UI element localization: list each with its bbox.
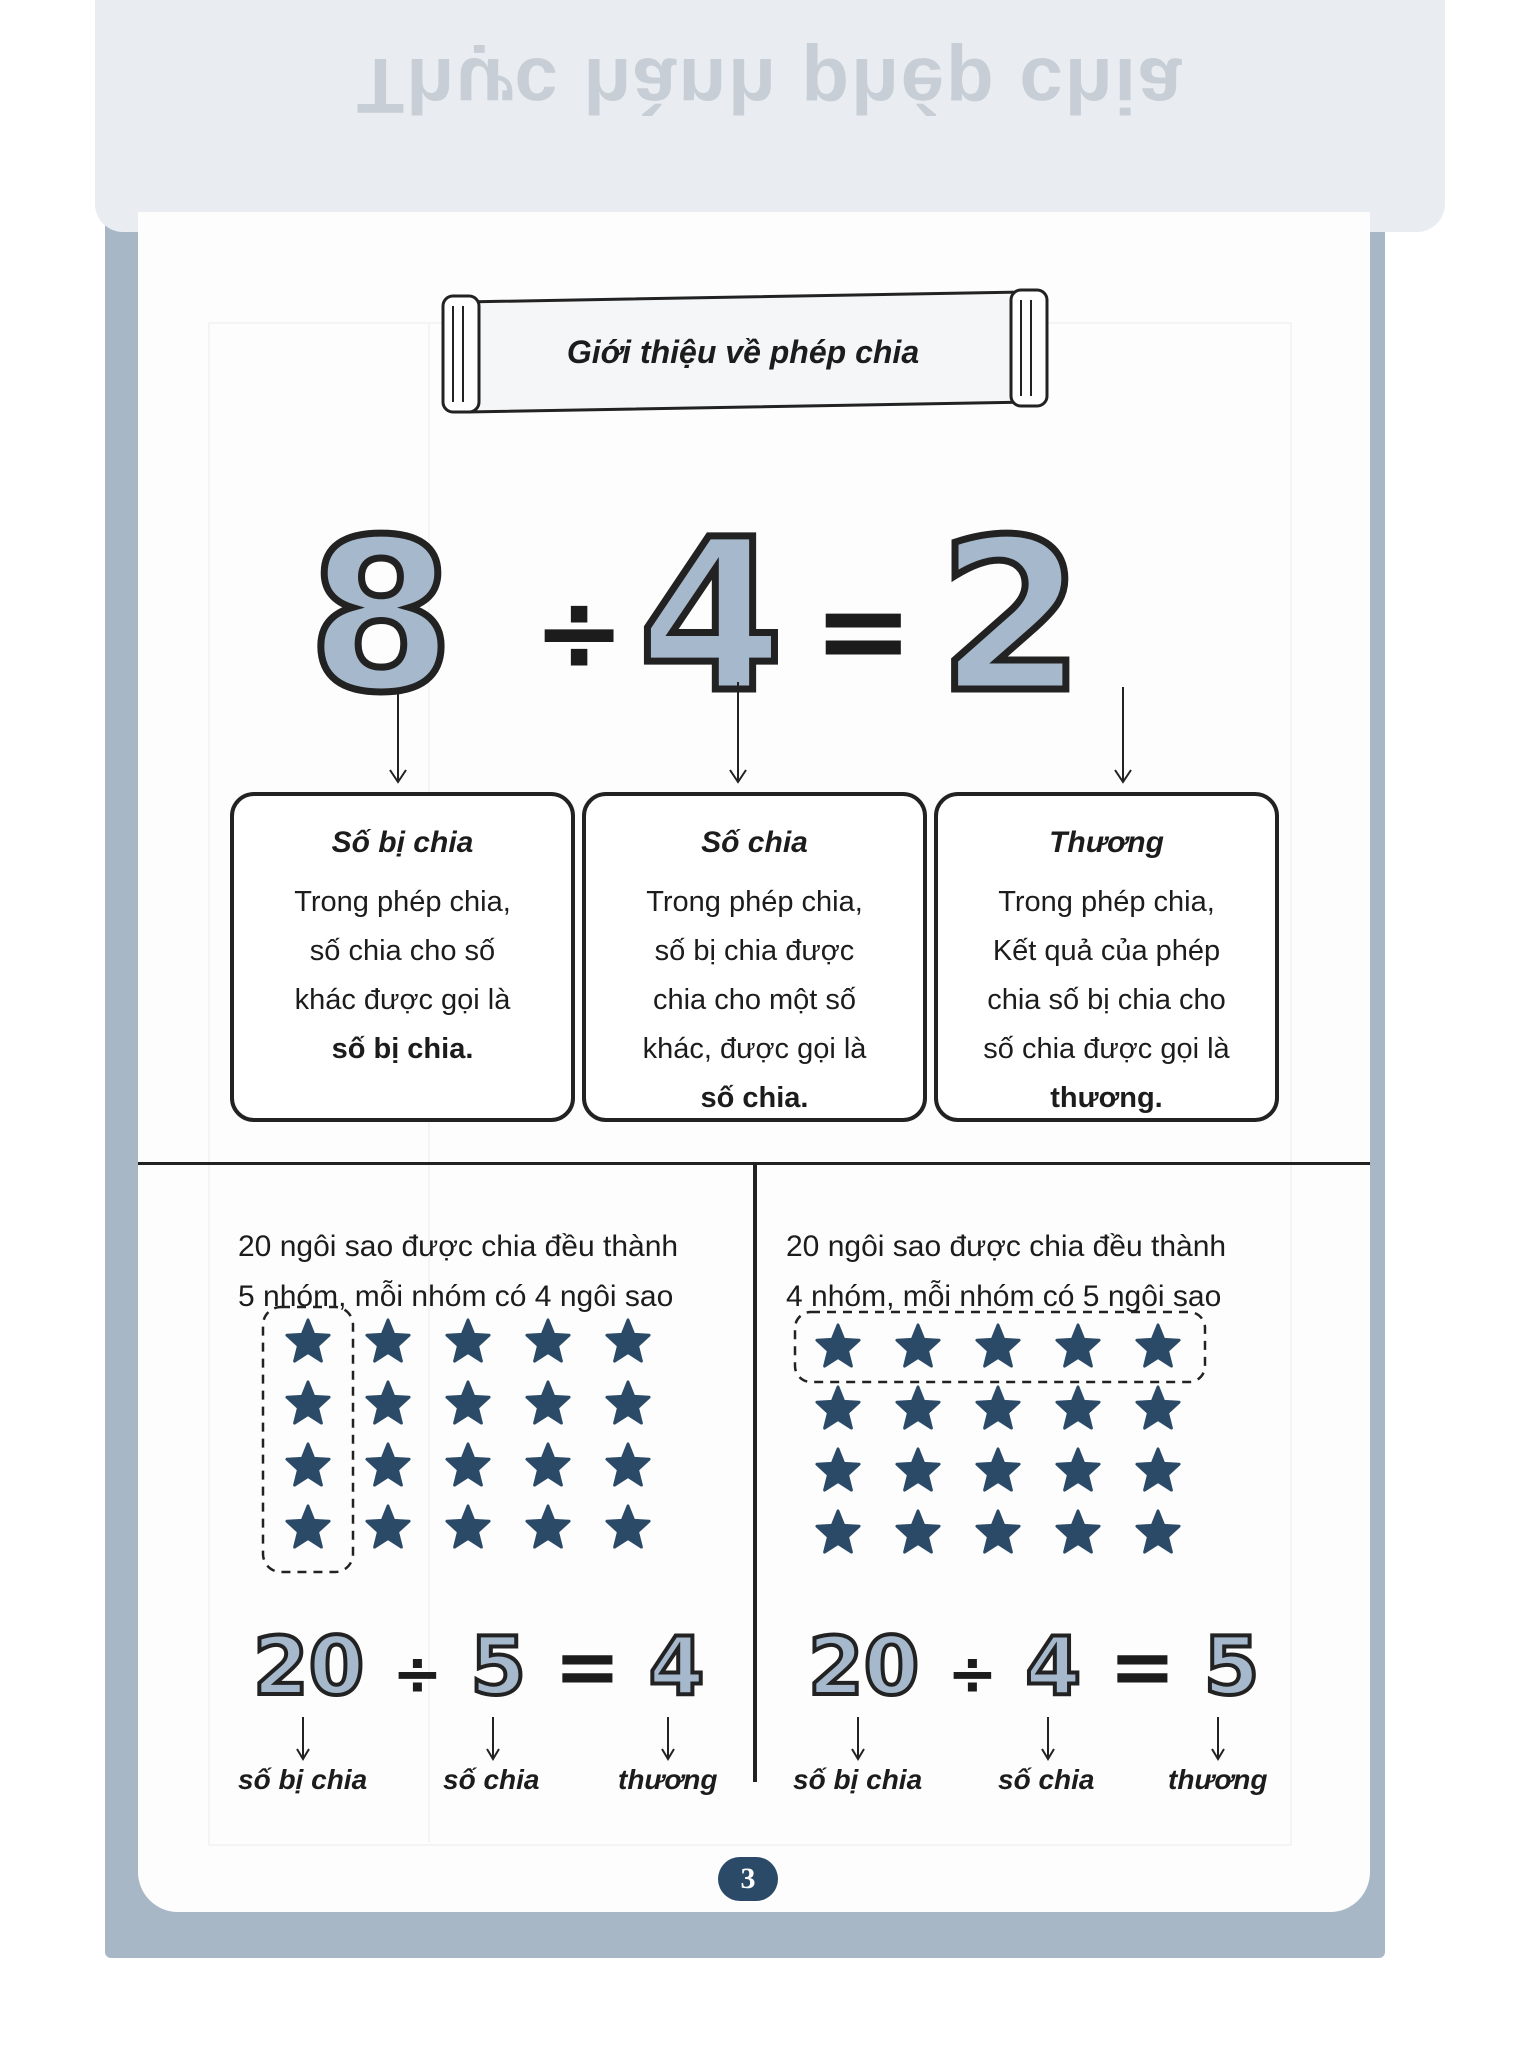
left-caption: 20 ngôi sao được chia đều thành 5 nhóm, mỗi nhóm có 4 ngôi sao <box>238 1230 679 1313</box>
definition-title: Thương <box>1049 826 1164 859</box>
right-caption: 20 ngôi sao được chia đều thành 4 nhóm, mỗi nhóm có 5 ngôi sao <box>786 1230 1227 1313</box>
left-equation: 20 ÷ 5 = 4 <box>253 1620 705 1713</box>
divisor-numeral: 4 <box>638 494 785 739</box>
equals-sign: = <box>813 562 914 701</box>
page-number: 3 <box>718 1857 778 1901</box>
definition-title: Số bị chia <box>331 826 474 859</box>
definition-text: Trong phép chia, số bị chia được chia cho một số khác, được gọi là số chia. <box>642 886 867 1114</box>
definition-text: Trong phép chia, số chia cho số khác được gọi là số bị chia. <box>294 886 511 1065</box>
previous-page <box>95 0 1445 232</box>
definition-text: Trong phép chia, Kết quả của phép chia số bị chia cho số chia được gọi là thương. <box>983 886 1230 1114</box>
divide-sign: ÷ <box>533 568 626 696</box>
mirrored-title: Thực hành phép chia <box>356 42 1184 130</box>
label-arrows <box>138 212 1370 1912</box>
label-dividend-right: số bị chia <box>793 1764 923 1795</box>
quotient-numeral: 2 <box>938 494 1085 739</box>
page <box>138 212 1370 1912</box>
label-quotient-left: thương <box>618 1764 718 1795</box>
definition-title: Số chia <box>701 826 808 859</box>
dividend-numeral: 8 <box>308 494 455 739</box>
label-quotient-right: thương <box>1168 1764 1268 1795</box>
page-title: Giới thiệu về phép chia <box>566 333 920 370</box>
right-equation: 20 ÷ 4 = 5 <box>808 1620 1260 1713</box>
label-divisor-left: số chia <box>443 1764 540 1795</box>
label-divisor-right: số chia <box>998 1764 1095 1795</box>
label-dividend-left: số bị chia <box>238 1764 368 1795</box>
